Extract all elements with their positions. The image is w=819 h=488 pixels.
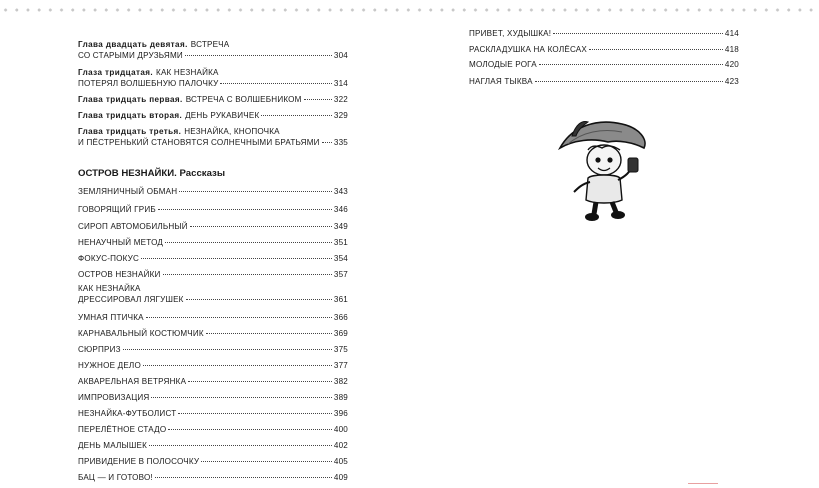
page-number: 396 <box>333 409 348 418</box>
dot-leader <box>168 429 332 430</box>
entry-title: НЕЗНАЙКА-ФУТБОЛИСТ <box>78 409 177 418</box>
toc-story-entry <box>78 361 348 372</box>
entry-title: УМНАЯ ПТИЧКА <box>78 313 144 322</box>
page-number: 382 <box>333 377 348 386</box>
entry-title: ПЕРЕЛЁТНОЕ СТАДО <box>78 425 167 434</box>
page-number: 314 <box>333 78 348 88</box>
dot-leader <box>185 55 332 56</box>
entry-title: НЕНАУЧНЫЙ МЕТОД <box>78 238 164 247</box>
dot-leader <box>178 413 332 414</box>
page-number: 418 <box>724 45 739 54</box>
dot-leader <box>179 191 332 192</box>
entry-title: ДЕНЬ МАЛЫШЕК <box>78 441 148 450</box>
entry-title: ДРЕССИРОВАЛ ЛЯГУШЕК <box>78 294 184 304</box>
entry-title: НЕЗНАЙКА, КНОПОЧКА <box>184 127 280 136</box>
dot-leader <box>188 381 332 382</box>
toc-story-entry <box>469 45 739 56</box>
page-number: 349 <box>333 222 348 231</box>
entry-title: СО СТАРЫМИ ДРУЗЬЯМИ <box>78 50 183 60</box>
page-number: 377 <box>333 361 348 370</box>
dot-leader <box>261 115 331 116</box>
entry-title: ГОВОРЯЩИЙ ГРИБ <box>78 205 156 214</box>
page-number: 423 <box>724 77 739 86</box>
toc-story-entry <box>78 284 348 305</box>
chapter-label: Глава тридцать первая. <box>78 95 183 104</box>
dot-leader <box>141 258 332 259</box>
entry-title: НАГЛАЯ ТЫКВА <box>469 77 533 86</box>
dot-leader <box>151 397 331 398</box>
toc-story-entry <box>78 409 348 420</box>
dot-leader <box>539 64 723 65</box>
dot-leader <box>220 83 331 84</box>
entry-title: ДЕНЬ РУКАВИЧЕК <box>185 111 260 120</box>
toc-story-entry <box>78 473 348 484</box>
page-number: 414 <box>724 29 739 38</box>
entry-title: И ПЁСТРЕНЬКИЙ СТАНОВЯТСЯ СОЛНЕЧНЫМИ БРАТЬЯМИ <box>78 137 320 147</box>
dot-leader <box>206 333 332 334</box>
entry-title: КАК НЕЗНАЙКА <box>156 68 219 77</box>
page-number: 351 <box>333 238 348 247</box>
entry-title: ОСТРОВ НЕЗНАЙКИ <box>78 270 161 279</box>
toc-story-entry <box>469 60 739 71</box>
toc-story-entry <box>469 77 739 88</box>
toc-story-entry <box>469 29 739 40</box>
toc-story-entry <box>78 313 348 324</box>
toc-story-entry <box>78 270 348 281</box>
decorative-dot-border <box>0 6 819 14</box>
toc-story-entry <box>78 377 348 388</box>
page-number: 304 <box>333 50 348 60</box>
toc-story-entry <box>78 222 348 233</box>
page-number: 400 <box>333 425 348 434</box>
page-number: 354 <box>333 254 348 263</box>
page-number: 366 <box>333 313 348 322</box>
entry-title: АКВАРЕЛЬНАЯ ВЕТРЯНКА <box>78 377 187 386</box>
page-number: 346 <box>333 205 348 214</box>
toc-story-entry <box>78 238 348 249</box>
entry-title: ПРИВЕТ, ХУДЫШКА! <box>469 29 552 38</box>
dot-leader <box>190 226 332 227</box>
entry-title: ЗЕМЛЯНИЧНЫЙ ОБМАН <box>78 187 178 196</box>
dot-leader <box>322 142 332 143</box>
dot-leader <box>146 317 332 318</box>
dot-leader <box>123 349 332 350</box>
dot-leader <box>165 242 332 243</box>
dot-leader <box>553 33 723 34</box>
page-edge-mark <box>688 483 718 484</box>
page-number: 420 <box>724 60 739 69</box>
entry-title: БАЦ — И ГОТОВО! <box>78 473 153 482</box>
neznayka-illustration <box>552 118 652 224</box>
toc-chapter-entry <box>78 40 348 61</box>
entry-title: ВСТРЕЧА С ВОЛШЕБНИКОМ <box>185 95 302 104</box>
dot-leader <box>304 99 332 100</box>
entry-title: СИРОП АВТОМОБИЛЬНЫЙ <box>78 222 188 231</box>
entry-title: КАРНАВАЛЬНЫЙ КОСТЮМЧИК <box>78 329 204 338</box>
toc-story-entry <box>78 393 348 404</box>
page-number: 343 <box>333 187 348 196</box>
entry-title: НУЖНОЕ ДЕЛО <box>78 361 141 370</box>
entry-title: МОЛОДЫЕ РОГА <box>469 60 537 69</box>
page-number: 402 <box>333 441 348 450</box>
entry-title: ВСТРЕЧА <box>190 40 230 49</box>
page-number: 361 <box>333 294 348 304</box>
chapter-label: Глава тридцать вторая. <box>78 111 183 120</box>
page-number: 405 <box>333 457 348 466</box>
page-number: 357 <box>333 270 348 279</box>
page-number: 389 <box>333 393 348 402</box>
toc-story-entry <box>78 329 348 340</box>
dot-leader <box>149 445 332 446</box>
chapter-label: Глава двадцать девятая. <box>78 40 188 49</box>
dot-leader <box>201 461 332 462</box>
dot-leader <box>535 81 723 82</box>
entry-title: ПОТЕРЯЛ ВОЛШЕБНУЮ ПАЛОЧКУ <box>78 78 219 88</box>
entry-title: СЮРПРИЗ <box>78 345 121 354</box>
dot-leader <box>186 299 332 300</box>
toc-story-entry <box>78 425 348 436</box>
toc-story-entry <box>78 254 348 265</box>
dot-leader <box>155 477 332 478</box>
page-number: 329 <box>333 111 348 120</box>
toc-story-entry <box>78 441 348 452</box>
page-number: 369 <box>333 329 348 338</box>
chapter-label: Глаза тридцатая. <box>78 68 154 77</box>
dot-leader <box>163 274 332 275</box>
entry-title: РАСКЛАДУШКА НА КОЛЁСАХ <box>469 45 588 54</box>
entry-title: КАК НЕЗНАЙКА <box>78 284 141 293</box>
toc-chapter-entry <box>78 95 348 106</box>
toc-story-entry <box>78 205 348 216</box>
page-number: 409 <box>333 473 348 482</box>
toc-story-entry <box>78 187 348 198</box>
section-title: ОСТРОВ НЕЗНАЙКИ. Рассказы <box>78 168 226 179</box>
toc-story-entry <box>78 457 348 468</box>
toc-chapter-entry <box>78 68 348 89</box>
toc-chapter-entry <box>78 111 348 122</box>
dot-leader <box>158 209 332 210</box>
page-number: 375 <box>333 345 348 354</box>
page-number: 322 <box>333 95 348 104</box>
toc-chapter-entry <box>78 127 348 148</box>
toc-story-entry <box>78 345 348 356</box>
dot-leader <box>589 49 723 50</box>
entry-title: ИМПРОВИЗАЦИЯ <box>78 393 150 402</box>
entry-title: ПРИВИДЕНИЕ В ПОЛОСОЧКУ <box>78 457 200 466</box>
chapter-label: Глава тридцать третья. <box>78 127 182 136</box>
dot-leader <box>143 365 332 366</box>
page-number: 335 <box>333 137 348 147</box>
entry-title: ФОКУС-ПОКУС <box>78 254 140 263</box>
